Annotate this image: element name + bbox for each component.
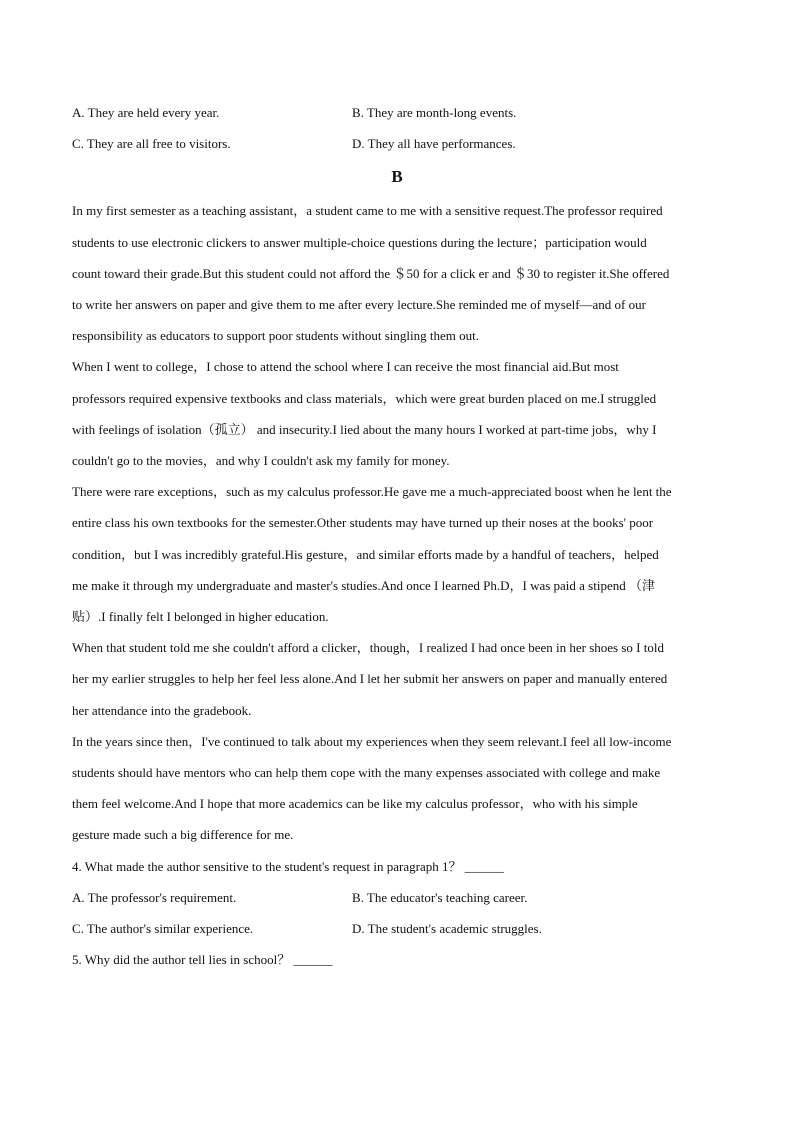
question-4-stem: 4. What made the author sensitive to the student's request in paragraph 1？ ______ [72,858,504,874]
paragraph-line: professors required expensive textbooks and class materials，which were great burden placed on me.I struggled [72,390,657,406]
paragraph-line: them feel welcome.And I hope that more academics can be like my calculus professor，who with his simple [72,796,638,812]
option-b: B. The educator's teaching career. [352,889,528,905]
paragraph-line: students should have mentors who can help them cope with the many expenses associated with college and make [72,765,661,781]
option-d: D. The student's academic struggles. [352,921,542,937]
passage-paragraph-1 [72,195,722,351]
question-5-stem: 5. Why did the author tell lies in school？ ______ [72,952,333,968]
option-c: C. They are all free to visitors. [72,136,231,152]
paragraph-line: In the years since then，I've continued to talk about my experiences when they seem relevant.I feel all low-income [72,733,672,749]
passage-paragraph-5 [72,726,722,851]
paragraph-line: with feelings of isolation（孤立） and insecurity.I lied about the many hours I worked at part-time jobs，why I [72,421,657,437]
passage-paragraph-2 [72,351,722,476]
paragraph-line: When I went to college，I chose to attend the school where I can receive the most financial aid.But most [72,359,619,375]
paragraph-line: her my earlier struggles to help her feel less alone.And I let her submit her answers on paper and manually entered [72,671,668,687]
paragraph-line: 贴）.I finally felt I belonged in higher education. [72,609,329,625]
option-d: D. They all have performances. [352,136,516,152]
paragraph-line: responsibility as educators to support poor students without singling them out. [72,328,479,344]
paragraph-line: gesture made such a big difference for me. [72,827,294,843]
paragraph-line: to write her answers on paper and give them to me after every lecture.She reminded me of myself—and of our [72,296,646,312]
paragraph-line: condition，but I was incredibly grateful.His gesture，and similar efforts made by a handful of teachers，helped [72,546,659,562]
paragraph-line: couldn't go to the movies，and why I couldn't ask my family for money. [72,453,450,468]
paragraph-line: entire class his own textbooks for the semester.Other students may have turned up their noses at the books' poor [72,515,654,531]
option-c: C. The author's similar experience. [72,921,254,937]
paragraph-line: count toward their grade.But this student could not afford the ＄50 for a click er and ＄30 to register it.She offered [72,265,670,281]
paragraph-line: In my first semester as a teaching assistant，a student came to me with a sensitive request.The professor required [72,203,663,219]
paragraph-line: students to use electronic clickers to answer multiple-choice questions during the lecture；participation would [72,234,647,250]
prev-question-options-row-2 [72,128,722,159]
document-page [72,97,722,975]
passage-paragraph-4 [72,632,722,726]
question-4-options-row-2 [72,913,722,944]
paragraph-line: There were rare exceptions，such as my calculus professor.He gave me a much-appreciated boost when he lent the [72,484,672,500]
passage-paragraph-3 [72,476,722,632]
paragraph-line: her attendance into the gradebook. [72,702,252,718]
option-a: A. The professor's requirement. [72,889,237,905]
paragraph-line: When that student told me she couldn't afford a clicker，though，I realized I had once been in her shoes so I told [72,640,664,656]
option-b: B. They are month-long events. [352,105,517,120]
option-a: A. They are held every year. [72,105,220,120]
paragraph-line: me make it through my undergraduate and master's studies.And once I learned Ph.D，I was paid a stipend （津 [72,577,655,593]
question-4-options-row-1 [72,882,722,913]
section-title: B [391,167,403,187]
prev-question-options-row-1 [72,97,722,128]
